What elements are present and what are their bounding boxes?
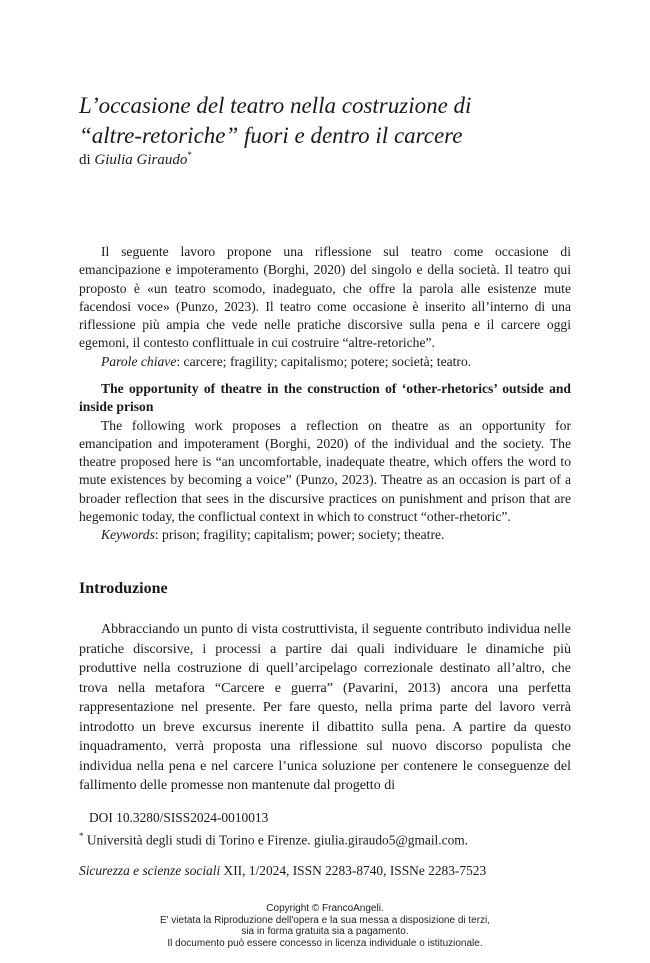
section-body <box>79 620 571 796</box>
keywords-en <box>79 526 571 544</box>
author-name: Giulia Giraudo <box>94 152 188 168</box>
byline-prefix: di <box>79 152 95 168</box>
byline <box>79 150 192 169</box>
affiliation-mark: * <box>79 831 84 841</box>
author-footnote-mark: * <box>187 150 192 160</box>
abstract-it-text: Il seguente lavoro propone una riflessione sul teatro come occasione di emancipazione e impoteramento (Borghi, 2020) del singolo e della società. Il teatro qui proposto è «un teatro scomodo, inadeguato, che offre la parola alle esistenze mute facendosi voce» (Punzo, 2023). Il teatro come occasione è inserito all’interno di una riflessione più ampia che vede nelle pratiche discorsive sulla pena e il carcere oggi egemoni, il contesto conflittuale in cui costruire “altre-retoriche”. <box>79 244 571 351</box>
keywords-en-values: : prison; fragility; capitalism; power; society; theatre. <box>154 527 445 543</box>
copyright-line-4: Il documento può essere concesso in licenza individuale o istituzionale. <box>167 937 483 949</box>
section-heading: Introduzione <box>79 580 168 597</box>
copyright-notice <box>0 903 650 949</box>
abstract-italian <box>79 243 571 371</box>
journal-name: Sicurezza e scienze sociali <box>79 863 221 878</box>
article-title <box>79 91 599 151</box>
journal-details: XII, 1/2024, ISSN 2283-8740, ISSNe 2283-7523 <box>220 863 487 878</box>
abstract-en-title: The opportunity of theatre in the construction of ‘other-rhetorics’ outside and inside prison <box>79 381 571 415</box>
abstract-english <box>79 380 571 545</box>
keywords-en-label: Keywords <box>101 527 155 543</box>
title-line-2: “altre-retoriche” fuori e dentro il carcere <box>79 123 463 148</box>
footnotes <box>79 808 569 849</box>
abstract-en-text: The following work proposes a reflection on theatre as an opportunity for emancipation and impoterament (Borghi, 2020) of the individual and the society. The theatre proposed here is “an uncomfortable, inadequate theatre, which offers the word to mute existences by becoming a voice” (Punzo, 2023). Theatre as an occasion is part of a broader reflection that sees in the discursive practices on punishment and prison that are hegemonic today, the conflictual context in which to construct “other-rhetoric”. <box>79 417 571 525</box>
title-line-1: L’occasione del teatro nella costruzione di <box>79 93 472 118</box>
copyright-line-2: E' vietata la Riproduzione dell'opera e la sua messa a disposizione di terzi, <box>159 914 491 926</box>
abstract-it-paragraph <box>79 243 571 353</box>
keywords-it <box>79 353 571 371</box>
journal-citation <box>79 863 486 879</box>
section-paragraph: Abbracciando un punto di vista costruttivista, il seguente contributo individua nelle pratiche discorsive, i processi a partire dai quali individuare le dinamiche più produttive nella costruzione di quell’arcipelago correzionale destinato all’altro, che trova nella metafora “Carcere e guerra” (Pavarini, 2013) ancora una perfetta rappresentazione nel presente. Per fare questo, nella prima parte del lavoro verrà introdotto un breve excursus inerente il dibattito sulla pena. A partire da questo inquadramento, verrà proposta una riflessione sul nuovo discorso populista che individua nella pena e nel carcere l’unica soluzione per contenere le conseguenze del fallimento delle promesse non mantenute dal progetto di <box>79 622 571 793</box>
copyright-line-1: Copyright © FrancoAngeli. <box>266 903 384 914</box>
keywords-it-values: : carcere; fragility; capitalismo; potere; società; teatro. <box>176 353 472 369</box>
keywords-it-label: Parole chiave <box>101 353 177 369</box>
copyright-line-3: sia in forma gratuita sia a pagamento. <box>241 926 409 938</box>
abstract-en-paragraph <box>79 417 571 527</box>
affiliation-footnote <box>79 827 569 849</box>
doi-line: DOI 10.3280/SISS2024-0010013 <box>89 810 269 825</box>
affiliation-text: Università degli studi di Torino e Firenze. giulia.giraudo5@gmail.com. <box>83 832 469 848</box>
